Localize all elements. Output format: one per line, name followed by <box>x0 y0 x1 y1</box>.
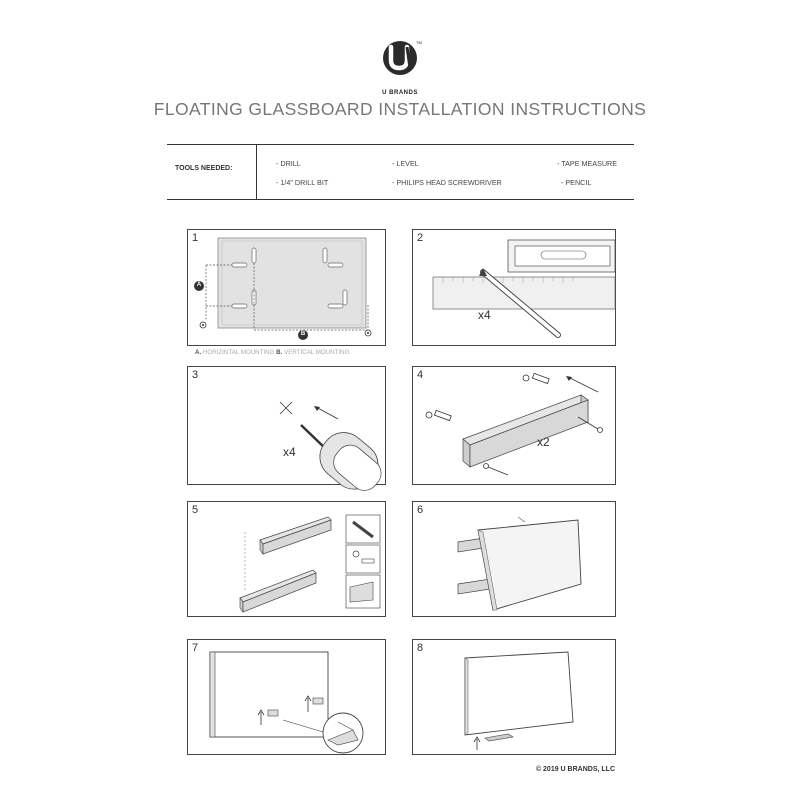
page-title: FLOATING GLASSBOARD INSTALLATION INSTRUCTIONS <box>153 99 647 119</box>
tool-item: - TAPE MEASURE <box>557 159 618 168</box>
copyright: © 2019 U BRANDS, LLC <box>535 766 615 773</box>
step-3-panel <box>187 366 386 485</box>
tools-section <box>167 144 634 200</box>
step-number: 2 <box>417 232 424 244</box>
tool-item: - DRILL <box>276 159 301 168</box>
step-count: x4 <box>283 445 296 459</box>
step-6-panel <box>412 501 616 617</box>
step-5-panel <box>187 501 386 617</box>
step-number: 1 <box>192 232 199 244</box>
step-6-illustration <box>413 502 615 616</box>
marker-b: B <box>300 331 306 337</box>
step-number: 7 <box>192 642 199 654</box>
step-number: 8 <box>417 642 424 654</box>
tools-divider <box>256 144 257 199</box>
step-1-illustration <box>188 230 385 345</box>
step-2-panel <box>412 229 616 346</box>
brand-name: U BRANDS <box>382 90 418 96</box>
step-7-illustration <box>188 640 385 754</box>
step-number: 3 <box>192 369 199 381</box>
legend-a-key: A. <box>195 349 202 356</box>
step-3-illustration <box>188 367 385 484</box>
step-8-panel <box>412 639 616 755</box>
step-2-illustration <box>413 230 615 345</box>
tool-item: - PENCIL <box>561 178 592 187</box>
marker-a: A <box>196 282 202 288</box>
step-number: 6 <box>417 504 424 516</box>
step-count: x4 <box>478 308 491 322</box>
step-number: 4 <box>417 369 424 381</box>
step-4-panel <box>412 366 616 485</box>
step-count: x2 <box>537 435 550 449</box>
step-1-legend <box>195 349 349 356</box>
step-4-illustration <box>413 367 615 484</box>
svg-text:TM: TM <box>416 40 422 45</box>
step-5-illustration <box>188 502 385 616</box>
step-8-illustration <box>413 640 615 754</box>
tools-label: TOOLS NEEDED: <box>175 165 233 172</box>
tool-item: - 1/4" DRILL BIT <box>276 178 329 187</box>
svg-text:×: × <box>481 270 485 276</box>
tool-item: - LEVEL <box>392 159 419 168</box>
legend-b-key: B. <box>276 349 283 356</box>
u-brands-logo <box>380 38 420 88</box>
legend-b-text: VERTICAL MOUNTING <box>284 349 350 356</box>
legend-a-text: HORIZINTAL MOUNTING <box>202 349 275 356</box>
step-7-panel <box>187 639 386 755</box>
step-1-panel <box>187 229 386 346</box>
step-number: 5 <box>192 504 199 516</box>
tool-item: - PHILIPS HEAD SCREWDRIVER <box>392 178 502 187</box>
